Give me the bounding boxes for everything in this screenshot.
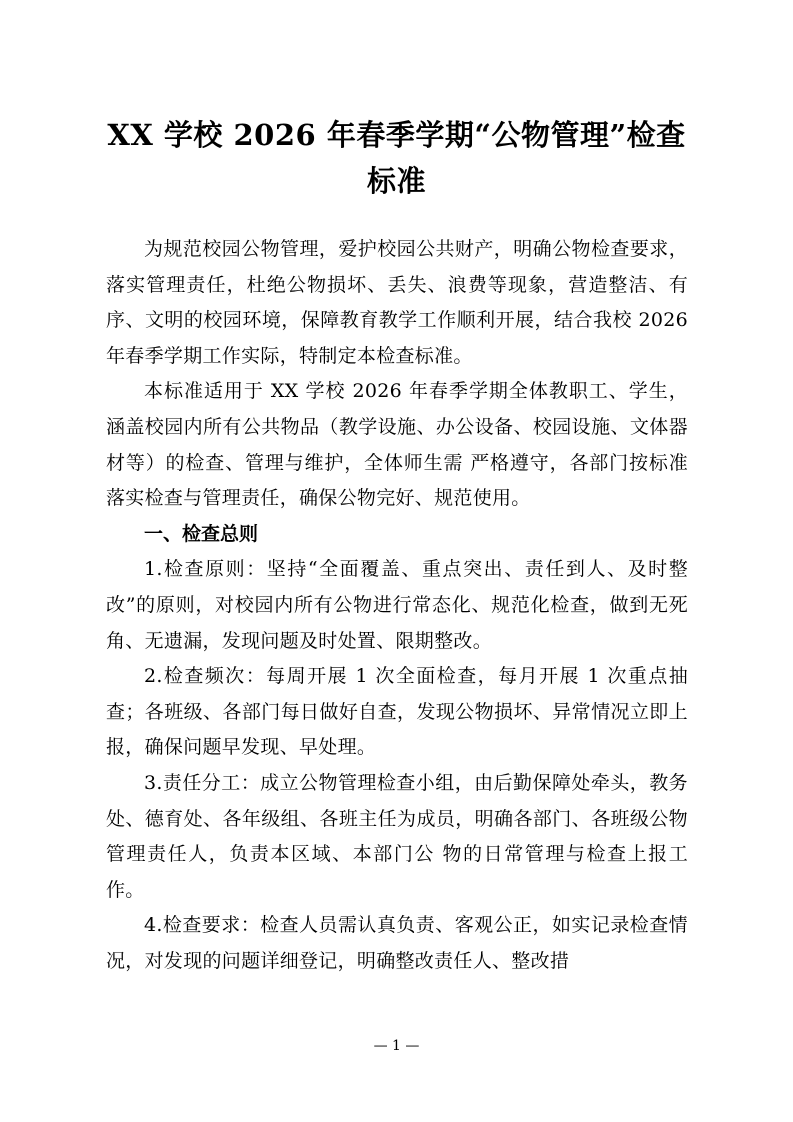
page-title: XX 学校 2026 年春季学期“公物管理”检查标准 — [107, 118, 686, 198]
intro-paragraph: 为规范校园公物管理，爱护校园公共财产，明确公物检查要求，落实管理责任，杜绝公物损坏、丢失、浪费等现象，营造整洁、有序、文明的校园环境，保障教育教学工作顺利开展，结合我校 2026 年春季学期工作实际，特制定本检查标准。 — [106, 238, 688, 367]
scope-paragraph: 本标准适用于 XX 学校 2026 年春季学期全体教职工、学生，涵盖校园内所有公共物品（教学设施、办公设备、校园设施、文体器材等）的检查、管理与维护，全体师生需 严格遵守，各部门按标准落实检查与管理责任，确保公物完好、规范使用。 — [106, 380, 688, 510]
list-item: 3.责任分工：成立公物管理检查小组，由后勤保障处牵头，教务处、德育处、各年级组、各班主任为成员，明确各部门、各班级公物管理责任人，负责本区域、本部门公 物的日常管理与检查上报工作。 — [106, 771, 688, 901]
list-item: 4.检查要求：检查人员需认真负责、客观公正，如实记录检查情况，对发现的问题详细登记，明确整改责任人、整改措 — [106, 914, 688, 972]
document-body — [106, 232, 688, 979]
list-item: 2.检查频次：每周开展 1 次全面检查，每月开展 1 次重点抽查；各班级、各部门每日做好自查，发现公物损坏、异常情况立即上报，确保问题早发现、早处理。 — [106, 665, 688, 759]
section-heading: 一、检查总则 — [144, 522, 259, 545]
list-item: 1.检查原则：坚持“全面覆盖、重点突出、责任到人、及时整改”的原则，对校园内所有公物进行常态化、规范化检查，做到无死角、无遗漏，发现问题及时处置、限期整改。 — [106, 558, 688, 652]
page-number: — 1 — — [373, 1038, 420, 1054]
